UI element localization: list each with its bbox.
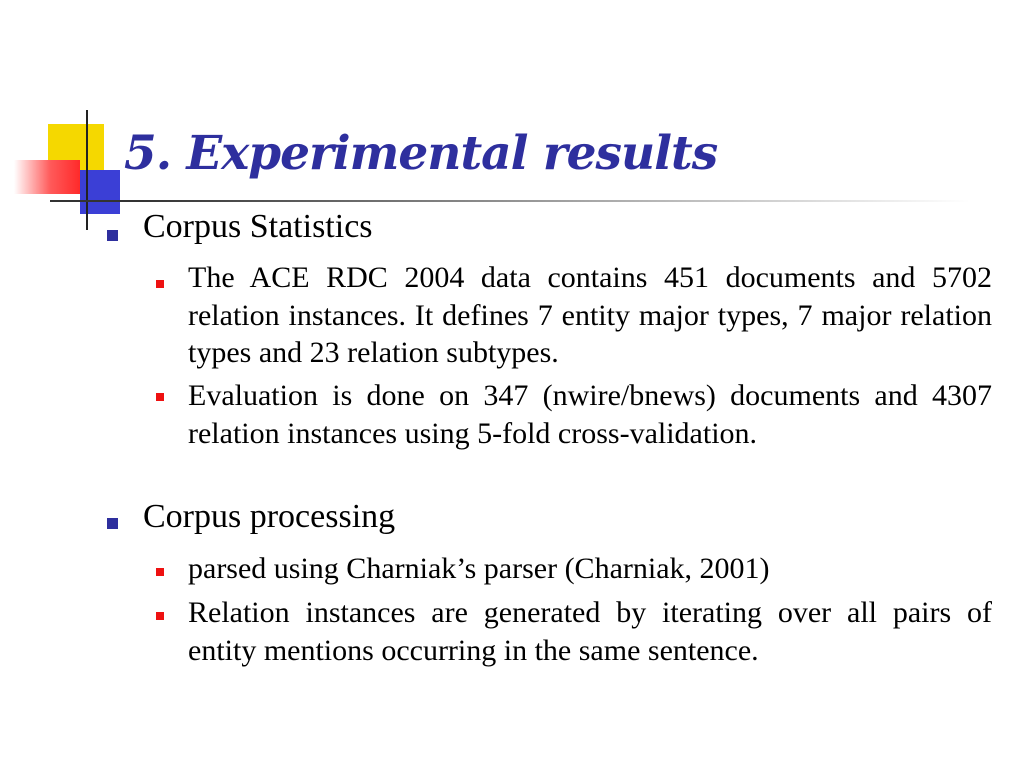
level1-bullet — [107, 230, 118, 241]
section-heading-corpus-processing: Corpus processing — [143, 498, 396, 535]
level2-bullet — [156, 393, 164, 401]
level2-bullet — [156, 612, 164, 620]
list-item-parsed: parsed using Charniak’s parser (Charniak, 2001) — [188, 552, 770, 585]
level2-bullet — [156, 568, 164, 576]
logo-red-square — [14, 160, 80, 194]
level1-bullet — [107, 518, 118, 529]
title-underline — [50, 200, 970, 202]
list-item-relation-instances: Relation instances are generated by iterating over all pairs of entity mentions occurring in the same sentence. — [188, 596, 992, 667]
slide-title: 5. Experimental results — [124, 126, 718, 181]
list-item-evaluation: Evaluation is done on 347 (nwire/bnews) documents and 4307 relation instances using 5-fold cross-validation. — [188, 379, 992, 450]
logo-vertical-line — [86, 110, 88, 230]
list-item-ace-data: The ACE RDC 2004 data contains 451 documents and 5702 relation instances. It defines 7 entity major types, 7 major relation types and 23 relation subtypes. — [188, 261, 992, 369]
section-heading-corpus-statistics: Corpus Statistics — [143, 208, 373, 245]
level2-bullet — [156, 280, 164, 288]
slide-logo-decoration — [0, 0, 140, 240]
